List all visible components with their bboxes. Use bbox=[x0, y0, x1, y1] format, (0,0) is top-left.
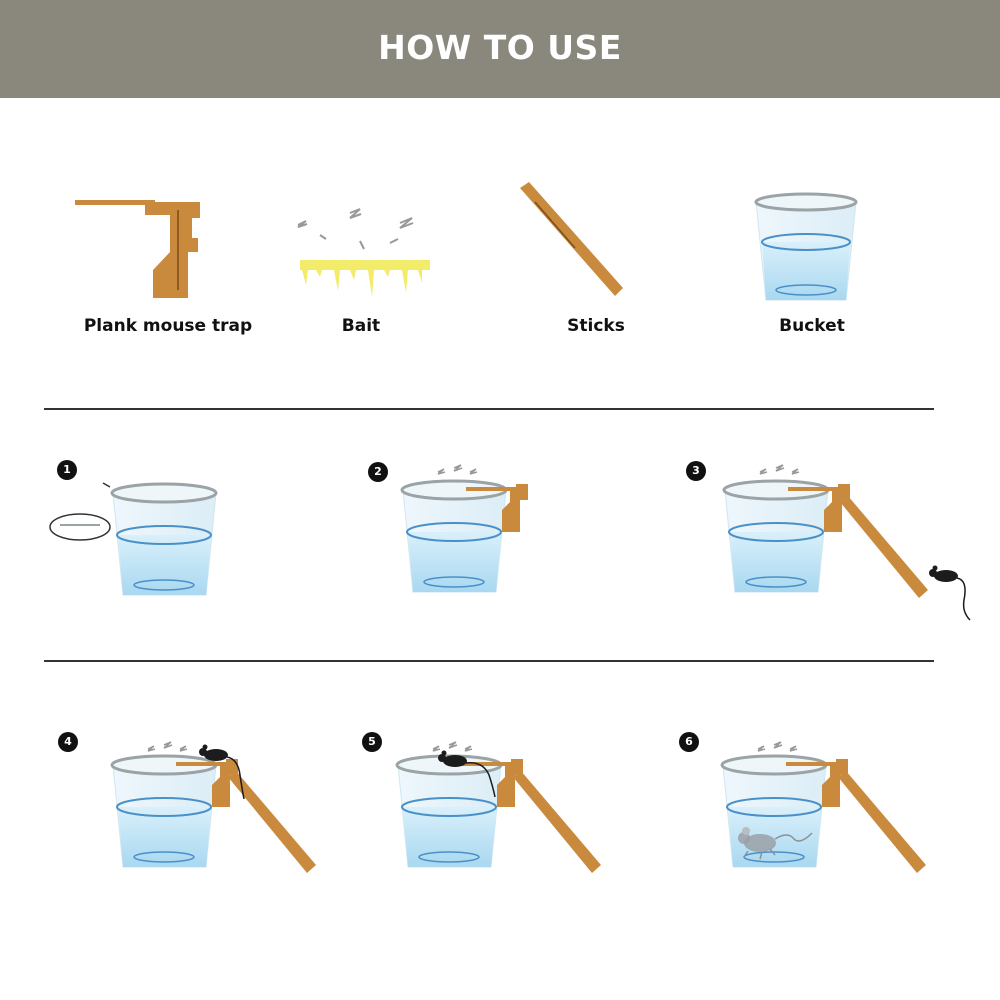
bucket-icon bbox=[750, 190, 862, 310]
divider-top bbox=[44, 408, 934, 410]
stick-icon bbox=[515, 180, 630, 305]
step-1-illustration bbox=[48, 475, 228, 605]
step-6-illustration bbox=[718, 735, 933, 880]
step-5-illustration bbox=[393, 735, 608, 880]
mouse-icon bbox=[929, 566, 970, 621]
bait-icon bbox=[290, 205, 440, 300]
item-label-bait: Bait bbox=[341, 316, 381, 336]
divider-bottom bbox=[44, 660, 934, 662]
step-number-badge: 4 bbox=[58, 732, 78, 752]
step-2-illustration bbox=[398, 460, 538, 605]
step-number-badge: 5 bbox=[362, 732, 382, 752]
step-4-illustration bbox=[108, 735, 323, 880]
step-number-badge: 1 bbox=[57, 460, 77, 480]
step-number-badge: 6 bbox=[679, 732, 699, 752]
item-label-sticks: Sticks bbox=[567, 316, 625, 336]
item-label-bucket: Bucket bbox=[779, 316, 845, 336]
step-3-illustration bbox=[720, 460, 1000, 625]
step-number-badge: 3 bbox=[686, 461, 706, 481]
page-title: HOW TO USE bbox=[378, 28, 622, 67]
step-number-badge: 2 bbox=[368, 462, 388, 482]
item-label-plank-trap: Plank mouse trap bbox=[83, 316, 253, 336]
plank-trap-icon bbox=[70, 190, 220, 305]
header-banner bbox=[0, 0, 1000, 98]
